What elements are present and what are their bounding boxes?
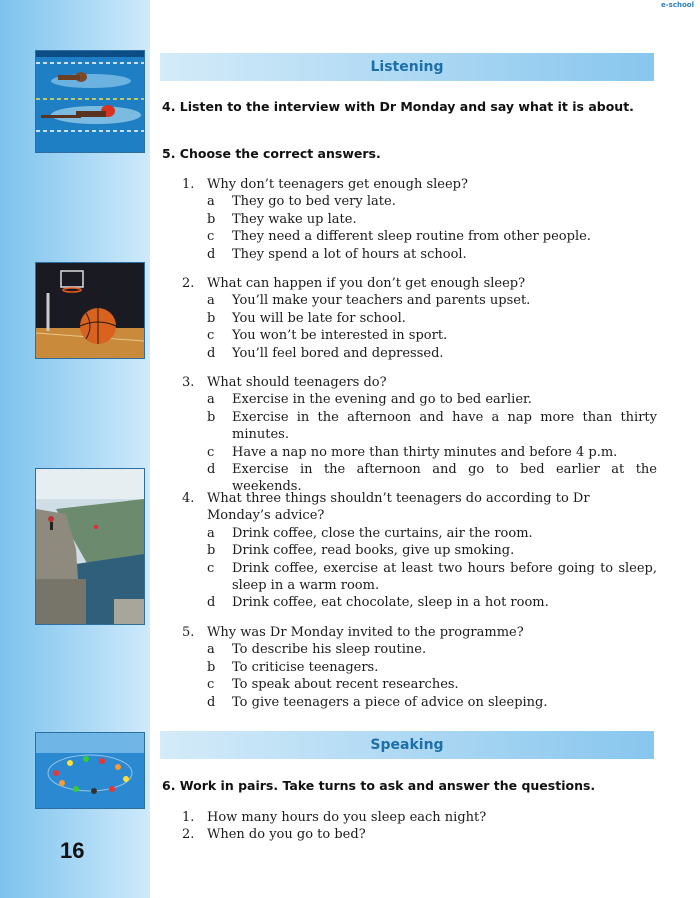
speaking-header bbox=[160, 731, 654, 759]
answer-option[interactable] bbox=[207, 246, 657, 263]
option-letter: a bbox=[207, 194, 215, 210]
option-text: Exercise in the afternoon and have a nap more than thirty minutes. bbox=[232, 409, 657, 443]
option-letter: a bbox=[207, 525, 215, 541]
option-letter: c bbox=[207, 560, 215, 576]
option-letter: d bbox=[207, 694, 216, 710]
answer-option[interactable] bbox=[207, 641, 657, 658]
option-letter: c bbox=[207, 677, 215, 693]
task-5: 5. Choose the correct answers. bbox=[162, 146, 381, 161]
option-text: Exercise in the afternoon and go to bed earlier at the weekends. bbox=[232, 462, 657, 495]
speaking-questions bbox=[182, 809, 657, 844]
question-number: 4. bbox=[182, 491, 195, 506]
option-letter: a bbox=[207, 392, 215, 408]
option-letter: d bbox=[207, 462, 216, 478]
question-number: 2. bbox=[182, 276, 195, 291]
answer-option[interactable] bbox=[207, 310, 657, 327]
basketball-photo bbox=[35, 262, 145, 359]
question-number: 5. bbox=[182, 625, 195, 640]
option-text: You’ll make your teachers and parents upset. bbox=[232, 293, 531, 309]
option-text: You will be late for school. bbox=[232, 310, 406, 326]
listening-title: Listening bbox=[370, 59, 444, 75]
option-letter: a bbox=[207, 293, 215, 309]
question-text: What three things shouldn’t teenagers do according to Dr Monday’s advice? bbox=[207, 491, 590, 524]
listening-header bbox=[160, 53, 654, 81]
question-2 bbox=[182, 275, 657, 362]
option-letter: c bbox=[207, 444, 215, 460]
option-letter: a bbox=[207, 642, 215, 658]
question-number: 3. bbox=[182, 375, 195, 390]
option-text: They need a different sleep routine from other people. bbox=[232, 229, 591, 245]
skydivers-photo bbox=[35, 732, 145, 809]
answer-option[interactable] bbox=[207, 542, 657, 559]
option-letter: b bbox=[207, 659, 216, 675]
option-text: They wake up late. bbox=[232, 211, 357, 227]
question-text: How many hours do you sleep each night? bbox=[207, 810, 487, 825]
question-3 bbox=[182, 374, 657, 496]
answer-option[interactable] bbox=[207, 525, 657, 542]
question-text: When do you go to bed? bbox=[207, 827, 366, 843]
question-number: 2. bbox=[182, 827, 195, 843]
option-text: Drink coffee, close the curtains, air the room. bbox=[232, 525, 533, 541]
option-text: You’ll feel bored and depressed. bbox=[232, 345, 444, 361]
answer-option[interactable] bbox=[207, 594, 657, 611]
option-letter: b bbox=[207, 310, 216, 326]
option-letter: b bbox=[207, 409, 216, 425]
option-text: To describe his sleep routine. bbox=[232, 642, 427, 658]
question-number: 1. bbox=[182, 177, 195, 192]
answer-option[interactable] bbox=[207, 345, 657, 362]
task-4: 4. Listen to the interview with Dr Monday and say what it is about. bbox=[162, 99, 634, 114]
question-4 bbox=[182, 490, 657, 612]
option-letter: d bbox=[207, 246, 216, 262]
option-letter: d bbox=[207, 595, 216, 611]
option-text: To criticise teenagers. bbox=[232, 659, 379, 675]
option-text: Drink coffee, eat chocolate, sleep in a hot room. bbox=[232, 595, 549, 611]
answer-option[interactable] bbox=[207, 560, 657, 595]
question-number: 1. bbox=[182, 810, 195, 825]
question-1 bbox=[182, 176, 657, 263]
question-text: Why don’t teenagers get enough sleep? bbox=[207, 177, 468, 192]
option-text: Have a nap no more than thirty minutes and before 4 p.m. bbox=[232, 444, 618, 460]
option-text: To speak about recent researches. bbox=[232, 677, 459, 693]
cliff-photo bbox=[35, 468, 145, 625]
option-text: They spend a lot of hours at school. bbox=[232, 246, 467, 262]
question-text: Why was Dr Monday invited to the programme? bbox=[207, 625, 524, 640]
option-text: To give teenagers a piece of advice on sleeping. bbox=[232, 694, 548, 710]
swimmers-photo bbox=[35, 50, 145, 153]
answer-option[interactable] bbox=[207, 211, 657, 228]
option-text: Drink coffee, exercise at least two hours before going to sleep, sleep in a warm room. bbox=[232, 560, 657, 594]
question-5 bbox=[182, 624, 657, 711]
answer-option[interactable] bbox=[207, 694, 657, 711]
option-letter: d bbox=[207, 345, 216, 361]
question-text: What should teenagers do? bbox=[207, 375, 387, 390]
option-letter: b bbox=[207, 211, 216, 227]
option-letter: c bbox=[207, 229, 215, 245]
answer-option[interactable] bbox=[207, 193, 657, 210]
answer-option[interactable] bbox=[207, 228, 657, 245]
publisher-logo: e-school bbox=[661, 1, 694, 9]
option-text: You won’t be interested in sport. bbox=[232, 328, 448, 344]
page-number: 16 bbox=[60, 838, 85, 863]
option-letter: c bbox=[207, 328, 215, 344]
answer-option[interactable] bbox=[207, 409, 657, 444]
question-text: What can happen if you don’t get enough sleep? bbox=[207, 276, 526, 291]
answer-option[interactable] bbox=[207, 292, 657, 309]
option-text: Exercise in the evening and go to bed earlier. bbox=[232, 392, 532, 408]
answer-option[interactable] bbox=[207, 444, 657, 461]
answer-option[interactable] bbox=[207, 676, 657, 693]
answer-option[interactable] bbox=[207, 327, 657, 344]
speaking-title: Speaking bbox=[370, 737, 444, 753]
task-6: 6. Work in pairs. Take turns to ask and answer the questions. bbox=[162, 778, 596, 793]
option-text: Drink coffee, read books, give up smoking. bbox=[232, 543, 515, 559]
option-letter: b bbox=[207, 543, 216, 559]
answer-option[interactable] bbox=[207, 659, 657, 676]
answer-option[interactable] bbox=[207, 391, 657, 408]
option-text: They go to bed very late. bbox=[232, 194, 396, 210]
